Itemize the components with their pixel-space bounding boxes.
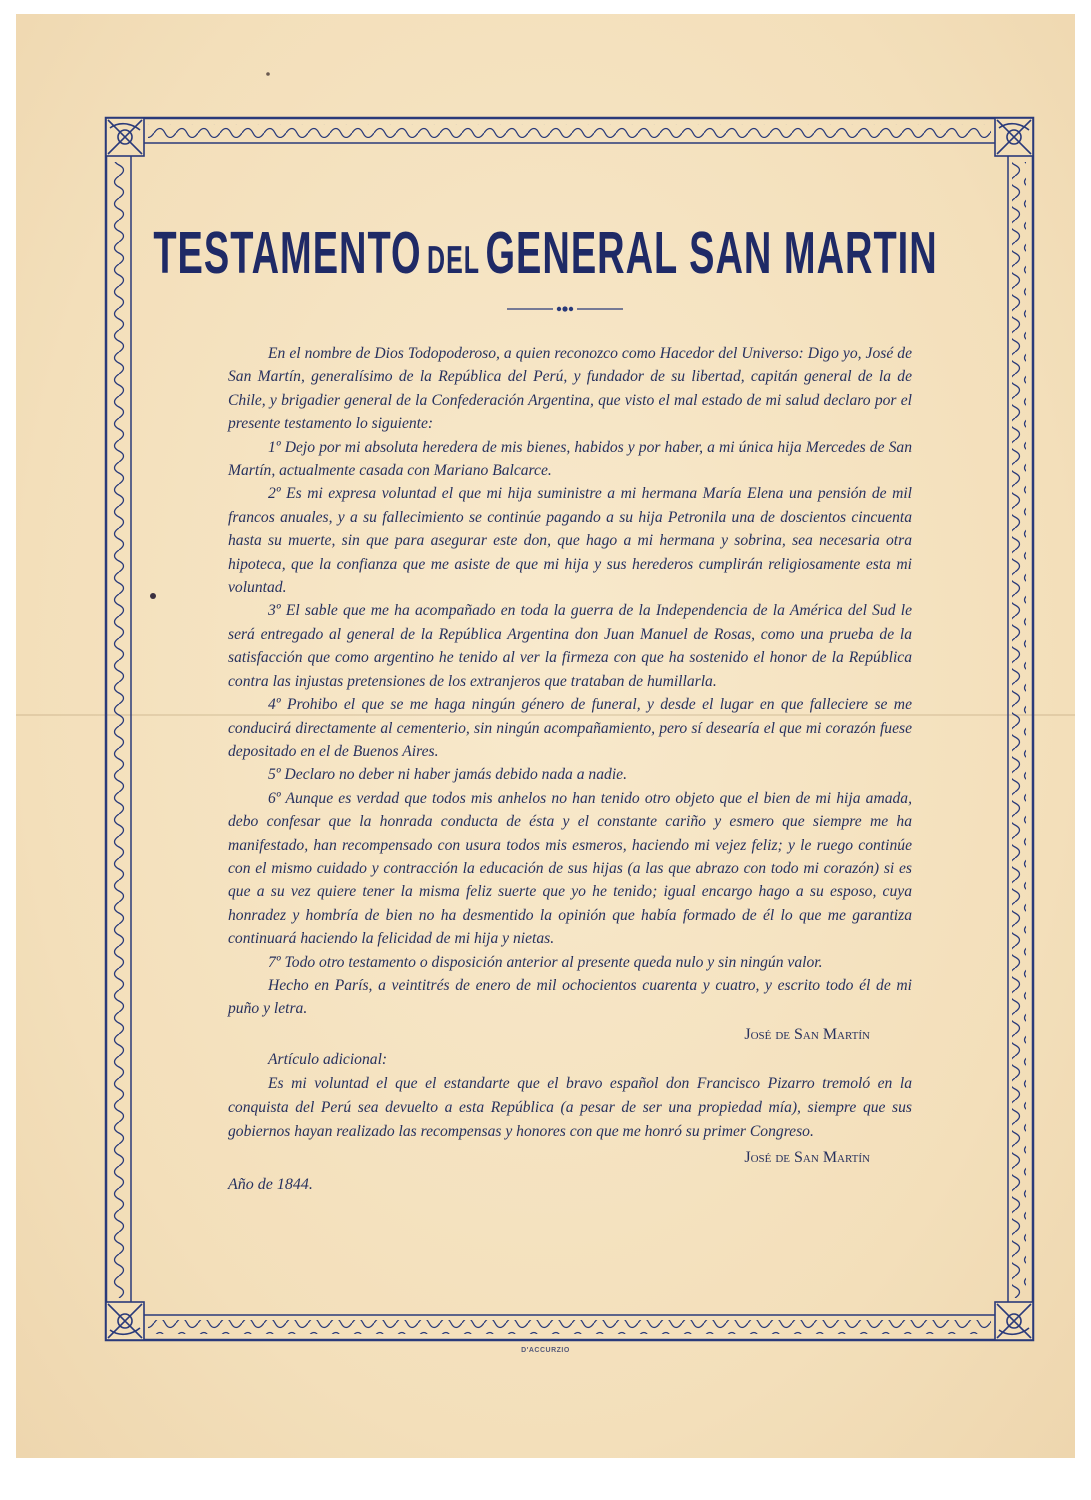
clause-6: 6º Aunque es verdad que todos mis anhelos no han tenido otro objeto que el bien de mi hija amada, debo confesar que la honrada conducta de ésta y el constante cariño y esmero que siempre me ha manifestado, han recompensado con usura todos mis esmeros, haciendo mi vejez feliz; y le ruego continúe con el mismo cuidado y contracción la educación de sus hijas (a las que abrazo con todo mi corazón) si es que a su vez quiere tener la misma feliz suerte que yo he tenido; igual encargo hago a su esposo, cuya honradez y hombría de bien no ha desmentido la opinión que había formado de él lo que me garantiza continuará haciendo la felicidad de mi hija y nietas. (228, 789, 912, 948)
corner-ornament-bl (106, 1302, 144, 1340)
clause-7: 7º Todo otro testamento o disposición anterior al presente queda nulo y sin ningún valor. (268, 953, 823, 971)
testament-body (228, 342, 912, 1199)
additional-article-text: Es mi voluntad el que el estandarte que el bravo español don Francisco Pizarro tremoló en la conquista del Perú sea devuelto a esta República (a pesar de ser una propiedad mía), siempre que sus gobiernos hayan realizado las recompensas y honores con que me honró su primer Congreso. (228, 1074, 912, 1140)
signature-2: José de San Martín (744, 1148, 870, 1166)
corner-ornament-tl (106, 118, 144, 156)
clause-5: 5º Declaro no deber ni haber jamás debido nada a nadie. (268, 766, 627, 784)
title-word-del: DEL (427, 239, 481, 283)
additional-article-heading: Artículo adicional: (268, 1050, 388, 1068)
document-title (100, 222, 991, 289)
clause-2: 2º Es mi expresa voluntad el que mi hija suministre a mi hermana María Elena una pensión de mil francos anuales, y a su fallecimiento se continúe pagando a su hija Petronila una de doscientos cincuenta hasta su muerte, sin que para asegurar este don, que hago a mi hermana y sobrina, sea necesaria otra hipoteca, que la confianza que me asiste de que mi hija y sus herederos cumplirán religiosamente esta mi voluntad. (228, 485, 912, 597)
closing-paragraph: Hecho en París, a veintitrés de enero de mil ochocientos cuarenta y cuatro, y escrito todo él de mi puño y letra. (228, 976, 912, 1018)
clause-1: 1º Dejo por mi absoluta heredera de mis bienes, habidos y por haber, a mi única hija Mercedes de San Martín, actualmente casada con Mariano Balcarce. (228, 438, 912, 480)
title-word-general: GENERAL SAN MARTIN (485, 222, 938, 288)
year-line: Año de 1844. (228, 1175, 313, 1193)
title-word-testamento: TESTAMENTO (153, 222, 422, 288)
corner-ornament-br (995, 1302, 1033, 1340)
intro-paragraph: En el nombre de Dios Todopoderoso, a quien reconozco como Hacedor del Universo: Digo yo, José de San Martín, generalísimo de la República del Perú, y fundador de su libertad, capitán general de la de Chile, y brigadier general de la Confederación Argentina, que visto el mal estado de mi salud declaro por el presente testamento lo siguiente: (228, 345, 912, 433)
signature-1: José de San Martín (744, 1025, 870, 1043)
title-divider-ornament (505, 300, 625, 316)
clause-3: 3º El sable que me ha acompañado en toda la guerra de la Independencia de la América del Sud le será entregado al general de la República Argentina don Juan Manuel de Rosas, como una prueba de la satisfacción que como argentino he tenido al ver la firmeza con que ha sostenido el honor de la República contra las injustas pretensiones de los extranjeros que trataban de humillarla. (228, 602, 912, 690)
printer-mark: D'ACCURZIO (521, 1347, 570, 1354)
clause-4: 4º Prohibo el que se me haga ningún género de funeral, y desde el lugar en que falleciere se me conducirá directamente al cementerio, sin ningún acompañamiento, pero sí desearía el que mi corazón fuese depositado en el de Buenos Aires. (228, 696, 912, 760)
corner-ornament-tr (995, 118, 1033, 156)
